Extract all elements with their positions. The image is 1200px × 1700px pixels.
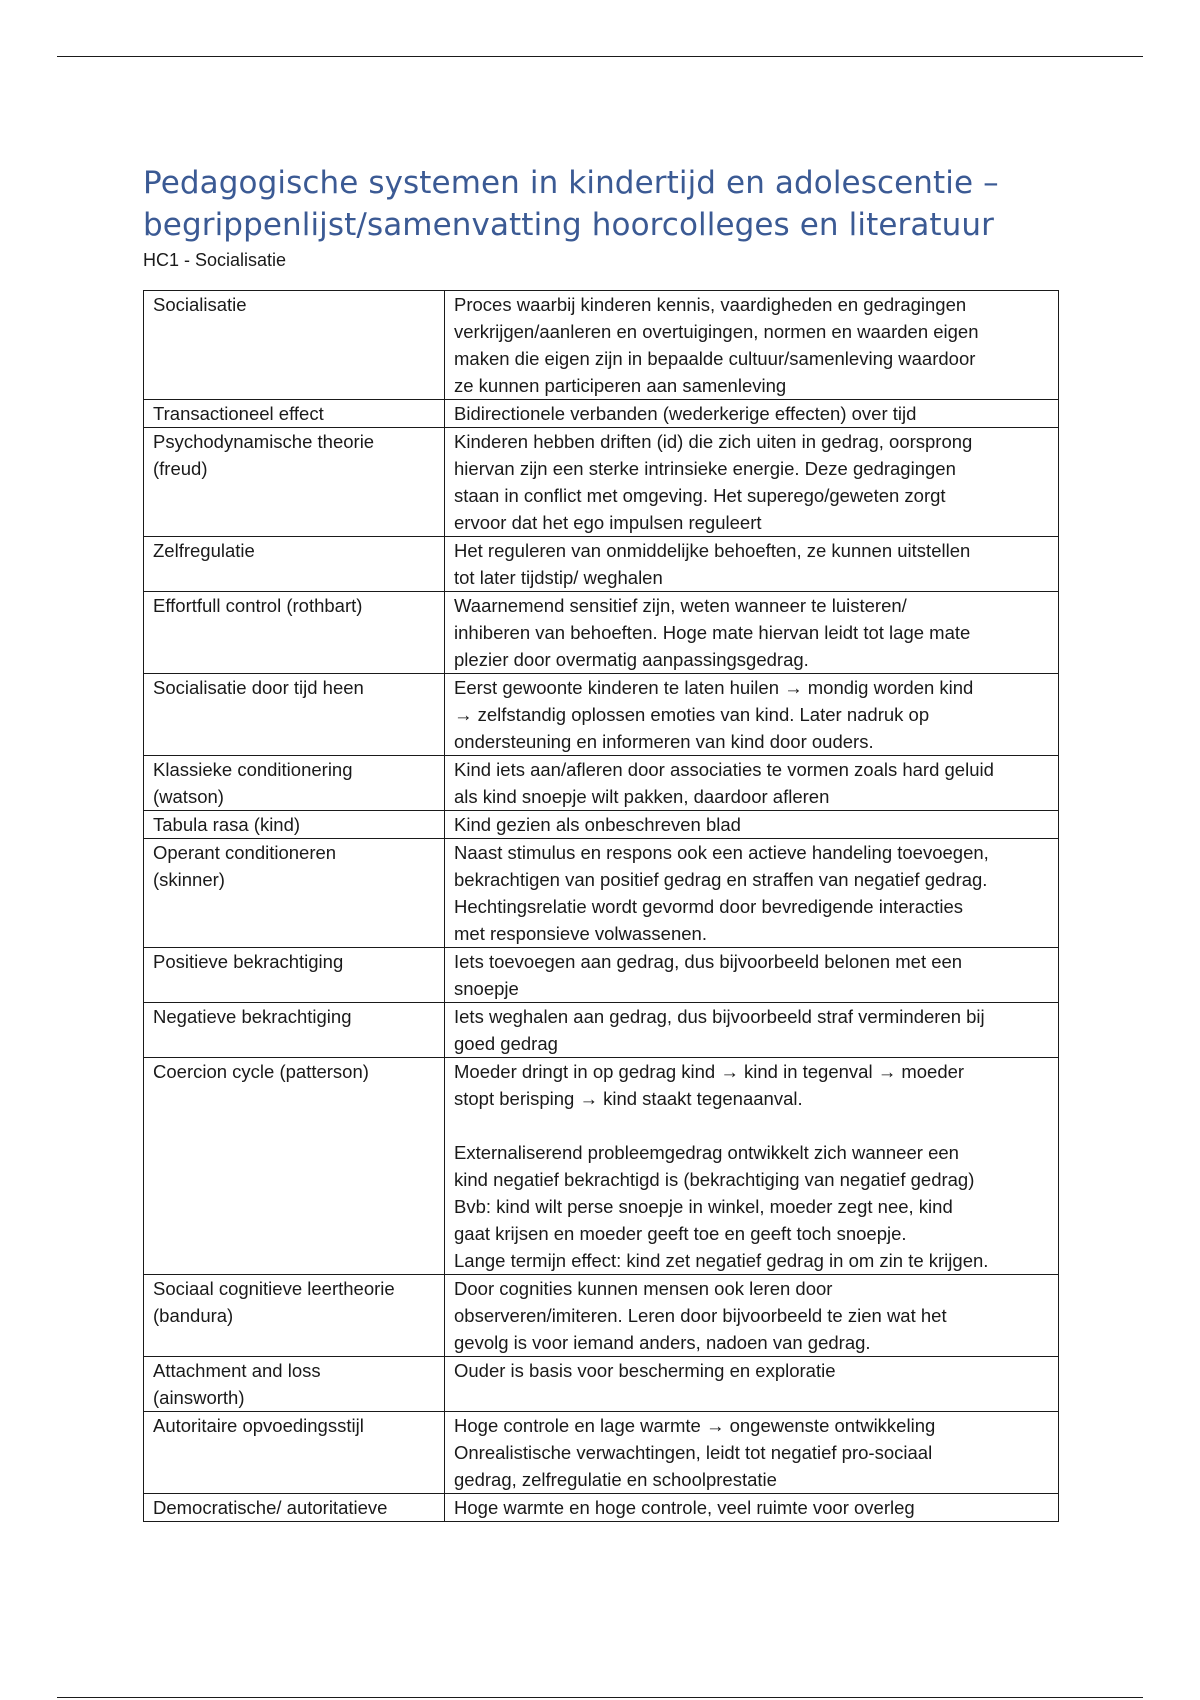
definition-text: Bidirectionele verbanden (wederkerige effecten) over tijd <box>454 403 917 424</box>
definition-text: kind negatief bekrachtigd is (bekrachtiging van negatief gedrag) <box>454 1169 975 1190</box>
definition-cell <box>445 948 1059 1003</box>
definition-cell <box>445 592 1059 674</box>
definition-text: gaat krijsen en moeder geeft toe en geeft toch snoepje. <box>454 1223 907 1244</box>
definition-cell <box>445 1357 1059 1412</box>
term-cell <box>144 756 445 811</box>
table-row <box>144 674 1059 756</box>
definition-text: ondersteuning en informeren van kind door ouders. <box>454 731 874 752</box>
table-row <box>144 428 1059 537</box>
term-text: Effortfull control (rothbart) <box>153 595 363 616</box>
definition-text: Kind iets aan/afleren door associaties te vormen zoals hard geluid <box>454 759 994 780</box>
term-cell <box>144 291 445 400</box>
definition-text: tot later tijdstip/ weghalen <box>454 567 663 588</box>
term-text: Psychodynamische theorie <box>153 431 375 452</box>
glossary-table <box>143 290 1059 1522</box>
definition-text: Hoge warmte en hoge controle, veel ruimte voor overleg <box>454 1497 915 1518</box>
definition-cell <box>445 674 1059 756</box>
term-cell <box>144 811 445 839</box>
table-row <box>144 291 1059 400</box>
definition-cell <box>445 428 1059 537</box>
definition-text: snoepje <box>454 978 519 999</box>
definition-text: ervoor dat het ego impulsen reguleert <box>454 512 762 533</box>
term-text: (ainsworth) <box>153 1387 245 1408</box>
term-cell <box>144 537 445 592</box>
definition-cell <box>445 291 1059 400</box>
term-cell <box>144 1412 445 1494</box>
blank-line <box>454 1112 1049 1139</box>
definition-cell <box>445 1003 1059 1058</box>
definition-text: Lange termijn effect: kind zet negatief gedrag in om zin te krijgen. <box>454 1250 989 1271</box>
term-text: Tabula rasa (kind) <box>153 814 301 835</box>
table-row <box>144 1058 1059 1275</box>
definition-cell <box>445 400 1059 428</box>
definition-text: gevolg is voor iemand anders, nadoen van gedrag. <box>454 1332 871 1353</box>
footer-rule <box>57 1697 1143 1698</box>
definition-text: Proces waarbij kinderen kennis, vaardigheden en gedragingen <box>454 294 967 315</box>
page-title <box>143 162 1058 246</box>
term-cell <box>144 674 445 756</box>
term-cell <box>144 948 445 1003</box>
definition-text: Externaliserend probleemgedrag ontwikkelt zich wanneer een <box>454 1142 959 1163</box>
table-row <box>144 1357 1059 1412</box>
glossary-body <box>144 291 1059 1522</box>
definition-text: Onrealistische verwachtingen, leidt tot negatief pro-sociaal <box>454 1442 933 1463</box>
definition-text: Kind gezien als onbeschreven blad <box>454 814 741 835</box>
definition-text: Door cognities kunnen mensen ook leren door <box>454 1278 833 1299</box>
definition-text: Waarnemend sensitief zijn, weten wanneer te luisteren/ <box>454 595 907 616</box>
term-text: Socialisatie <box>153 294 247 315</box>
definition-cell <box>445 756 1059 811</box>
term-text: Attachment and loss <box>153 1360 321 1381</box>
table-row <box>144 756 1059 811</box>
definition-cell <box>445 1058 1059 1275</box>
table-row <box>144 1275 1059 1357</box>
term-text: (freud) <box>153 458 208 479</box>
definition-text: Naast stimulus en respons ook een actieve handeling toevoegen, <box>454 842 989 863</box>
term-cell <box>144 1275 445 1357</box>
definition-text: observeren/imiteren. Leren door bijvoorbeeld te zien wat het <box>454 1305 947 1326</box>
definition-text: Kinderen hebben driften (id) die zich uiten in gedrag, oorsprong <box>454 431 973 452</box>
definition-text: ze kunnen participeren aan samenleving <box>454 375 787 396</box>
definition-text: staan in conflict met omgeving. Het superego/geweten zorgt <box>454 485 946 506</box>
term-text: Klassieke conditionering <box>153 759 353 780</box>
term-text: Socialisatie door tijd heen <box>153 677 364 698</box>
term-text: Operant conditioneren <box>153 842 337 863</box>
term-text: Zelfregulatie <box>153 540 255 561</box>
definition-text: Moeder dringt in op gedrag kind → kind in tegenval → moeder <box>454 1061 965 1082</box>
definition-cell <box>445 1494 1059 1522</box>
definition-text: maken die eigen zijn in bepaalde cultuur/samenleving waardoor <box>454 348 976 369</box>
term-text: Democratische/ autoritatieve <box>153 1497 388 1518</box>
term-text: Transactioneel effect <box>153 403 324 424</box>
blank-line <box>454 1384 1049 1411</box>
definition-cell <box>445 1275 1059 1357</box>
term-text: Autoritaire opvoedingsstijl <box>153 1415 364 1436</box>
term-text: Sociaal cognitieve leertheorie <box>153 1278 395 1299</box>
table-row <box>144 1003 1059 1058</box>
table-row <box>144 400 1059 428</box>
term-text: Coercion cycle (patterson) <box>153 1061 369 1082</box>
table-row <box>144 948 1059 1003</box>
title-line: begrippenlijst/samenvatting hoorcolleges en literatuur <box>143 207 995 243</box>
table-row <box>144 592 1059 674</box>
definition-cell <box>445 537 1059 592</box>
definition-text: inhiberen van behoeften. Hoge mate hiervan leidt tot lage mate <box>454 622 971 643</box>
definition-text: goed gedrag <box>454 1033 558 1054</box>
term-cell <box>144 1003 445 1058</box>
term-text: (bandura) <box>153 1305 234 1326</box>
header-rule <box>57 56 1143 57</box>
section-heading: HC1 - Socialisatie <box>143 250 287 270</box>
term-cell <box>144 1494 445 1522</box>
document-body <box>143 162 1058 1522</box>
term-text: Negatieve bekrachtiging <box>153 1006 352 1027</box>
term-cell <box>144 839 445 948</box>
definition-text: Bvb: kind wilt perse snoepje in winkel, moeder zegt nee, kind <box>454 1196 953 1217</box>
definition-text: Iets toevoegen aan gedrag, dus bijvoorbeeld belonen met een <box>454 951 963 972</box>
definition-text: Eerst gewoonte kinderen te laten huilen → mondig worden kind <box>454 677 974 698</box>
term-text: (skinner) <box>153 869 225 890</box>
definition-text: Hechtingsrelatie wordt gevormd door bevredigende interacties <box>454 896 964 917</box>
definition-text: gedrag, zelfregulatie en schoolprestatie <box>454 1469 777 1490</box>
definition-cell <box>445 811 1059 839</box>
definition-text: Iets weghalen aan gedrag, dus bijvoorbeeld straf verminderen bij <box>454 1006 985 1027</box>
term-text: Positieve bekrachtiging <box>153 951 344 972</box>
term-cell <box>144 1058 445 1275</box>
definition-text: plezier door overmatig aanpassingsgedrag. <box>454 649 809 670</box>
table-row <box>144 537 1059 592</box>
definition-text: stopt berisping → kind staakt tegenaanval. <box>454 1088 803 1109</box>
table-row <box>144 1494 1059 1522</box>
term-cell <box>144 592 445 674</box>
term-cell <box>144 428 445 537</box>
title-line: Pedagogische systemen in kindertijd en adolescentie – <box>143 165 999 201</box>
definition-cell <box>445 1412 1059 1494</box>
definition-cell <box>445 839 1059 948</box>
definition-text: met responsieve volwassenen. <box>454 923 707 944</box>
definition-text: hiervan zijn een sterke intrinsieke energie. Deze gedragingen <box>454 458 956 479</box>
table-row <box>144 839 1059 948</box>
definition-text: → zelfstandig oplossen emoties van kind. Later nadruk op <box>454 704 930 725</box>
definition-text: Ouder is basis voor bescherming en exploratie <box>454 1360 836 1381</box>
term-cell <box>144 1357 445 1412</box>
definition-text: Hoge controle en lage warmte → ongewenste ontwikkeling <box>454 1415 936 1436</box>
table-row <box>144 1412 1059 1494</box>
definition-text: als kind snoepje wilt pakken, daardoor afleren <box>454 786 830 807</box>
term-text: (watson) <box>153 786 224 807</box>
term-cell <box>144 400 445 428</box>
definition-text: bekrachtigen van positief gedrag en straffen van negatief gedrag. <box>454 869 988 890</box>
definition-text: Het reguleren van onmiddelijke behoeften, ze kunnen uitstellen <box>454 540 971 561</box>
table-row <box>144 811 1059 839</box>
definition-text: verkrijgen/aanleren en overtuigingen, normen en waarden eigen <box>454 321 979 342</box>
